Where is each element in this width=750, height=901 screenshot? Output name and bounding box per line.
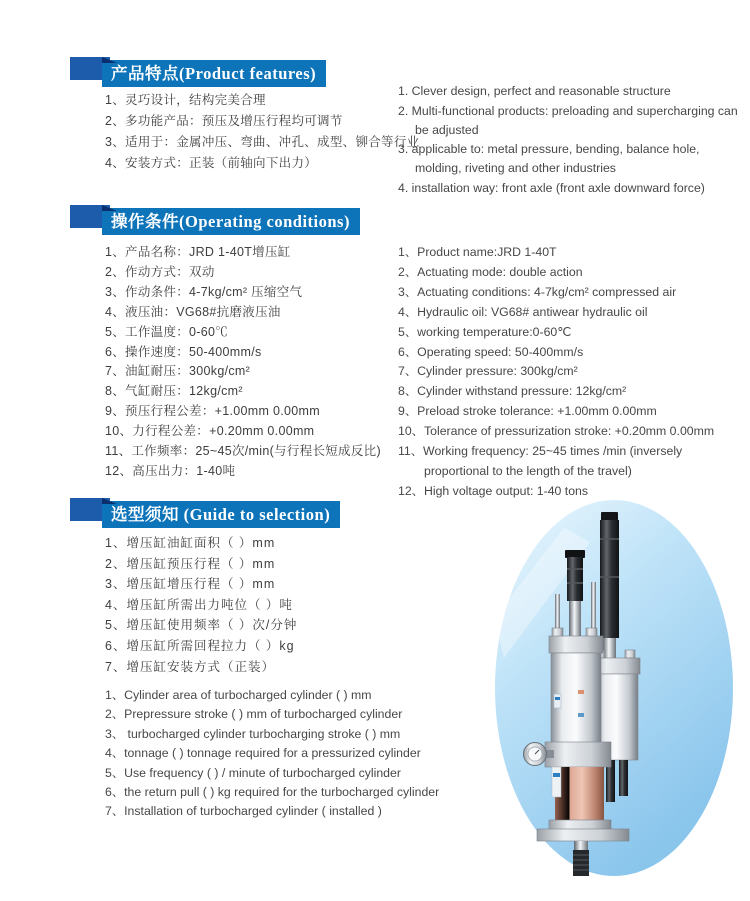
list-item: 11、Working frequency: 25~45 times /min (inversely proportional to the length of the travel) — [398, 444, 683, 478]
list-item: 7、增压缸安装方式（正装） — [105, 659, 275, 674]
list-item: 12、高压出力：1-40吨 — [105, 463, 236, 478]
list-item: 2、作动方式：双动 — [105, 264, 215, 279]
list-item: 8、气缸耐压：12kg/cm² — [105, 384, 243, 399]
list-item: 3、作动条件：4-7kg/cm² 压缩空气 — [105, 284, 303, 299]
list-item: 7、Installation of turbocharged cylinder ( installed ) — [105, 804, 382, 819]
list-item: 4. installation way: front axle (front axle downward force) — [398, 180, 705, 195]
list-item: 1、产品名称：JRD 1-40T增压缸 — [105, 245, 291, 259]
list-item: 4、增压缸所需出力吨位（ ）吨 — [105, 597, 293, 612]
rod-end-cap — [565, 550, 585, 558]
list-item: 2. Multi-functional products: preloading and supercharging can be adjusted — [398, 103, 738, 137]
section-title: 操作条件(Operating conditions) — [102, 208, 360, 235]
features-list-chinese — [105, 90, 419, 174]
list-item: 9、Preload stroke tolerance: +1.00mm 0.00mm — [398, 404, 657, 419]
features-list-english — [398, 82, 746, 198]
list-item: 5、Use frequency ( ) / minute of turbocharged cylinder — [105, 765, 401, 780]
list-item: 7、油缸耐压：300kg/cm² — [105, 364, 251, 379]
list-item: 10、力行程公差：+0.20mm 0.00mm — [105, 424, 315, 439]
list-item: 1. Clever design, perfect and reasonable structure — [398, 84, 671, 98]
list-item: 11、工作频率：25~45次/min(与行程长短成反比) — [105, 444, 381, 459]
product-photo — [494, 498, 738, 884]
list-item: 1、Cylinder area of turbocharged cylinder ( ) mm — [105, 688, 372, 702]
section-header-product-features — [102, 60, 326, 87]
list-item: 4、Hydraulic oil: VG68# antiwear hydraulic oil — [398, 304, 648, 319]
list-item: 6、Operating speed: 50-400mm/s — [398, 344, 584, 359]
list-item: 5、增压缸使用频率（ ）次/分钟 — [105, 618, 298, 633]
section-header-operating-conditions — [102, 208, 360, 235]
operating-list-english — [398, 243, 750, 502]
list-item: 1、Product name:JRD 1-40T — [398, 245, 557, 259]
threaded-rod — [573, 850, 589, 876]
list-item: 1、灵巧设计，结构完美合理 — [105, 93, 266, 107]
list-item: 4、安装方式：正装（前轴向下出力） — [105, 156, 318, 170]
list-item: 6、操作速度：50-400mm/s — [105, 344, 262, 359]
list-item: 2、多功能产品：预压及增压行程均可调节 — [105, 114, 343, 128]
list-item: 12、High voltage output: 1-40 tons — [398, 483, 589, 498]
section-header-guide-to-selection — [102, 501, 340, 528]
piston-rod — [569, 601, 581, 637]
list-item: 10、Tolerance of pressurization stroke: +0.20mm 0.00mm — [398, 424, 715, 439]
list-item: 4、液压油：VG68#抗磨液压油 — [105, 304, 281, 319]
list-item: 3. applicable to: metal pressure, bending, balance hole, molding, riveting and other industries — [398, 142, 700, 175]
oil-barrel-copper — [555, 767, 604, 820]
list-item: 3、适用于：金属冲压、弯曲、冲孔、成型、铆合等行业 — [105, 135, 420, 149]
list-item: 2、Actuating mode: double action — [398, 264, 583, 279]
list-item: 4、tonnage ( ) tonnage required for a pressurized cylinder — [105, 746, 421, 761]
list-item: 5、工作温度：0-60℃ — [105, 324, 229, 339]
list-item: 7、Cylinder pressure: 300kg/cm² — [398, 364, 578, 379]
list-item: 9、预压行程公差：+1.00mm 0.00mm — [105, 404, 320, 419]
list-item: 3、 turbocharged cylinder turbocharging stroke ( ) mm — [105, 726, 401, 741]
list-item: 3、增压缸增压行程（ ）mm — [105, 577, 276, 592]
list-item: 8、Cylinder withstand pressure: 12kg/cm² — [398, 384, 627, 399]
section-title: 选型须知 (Guide to selection) — [102, 501, 340, 528]
list-item: 1、增压缸油缸面积（ ）mm — [105, 536, 276, 550]
mid-flange — [545, 742, 611, 767]
list-item: 6、the return pull ( ) kg required for the turbocharged cylinder — [105, 785, 440, 800]
operating-list-chinese — [105, 243, 381, 482]
top-flange — [549, 636, 603, 653]
list-item: 3、Actuating conditions: 4-7kg/cm² compressed air — [398, 284, 677, 299]
product-photo-illustration — [494, 498, 738, 884]
list-item: 2、增压缸预压行程（ ）mm — [105, 556, 276, 571]
list-item: 2、Prepressure stroke ( ) mm of turbocharged cylinder — [105, 707, 403, 722]
mounting-flange — [537, 829, 629, 841]
section-title: 产品特点(Product features) — [102, 60, 326, 87]
selection-list-chinese — [105, 533, 297, 677]
list-item: 6、增压缸所需回程拉力（ ）kg — [105, 638, 295, 653]
selection-list-english — [105, 686, 439, 822]
list-item: 5、working temperature:0-60℃ — [398, 324, 572, 339]
